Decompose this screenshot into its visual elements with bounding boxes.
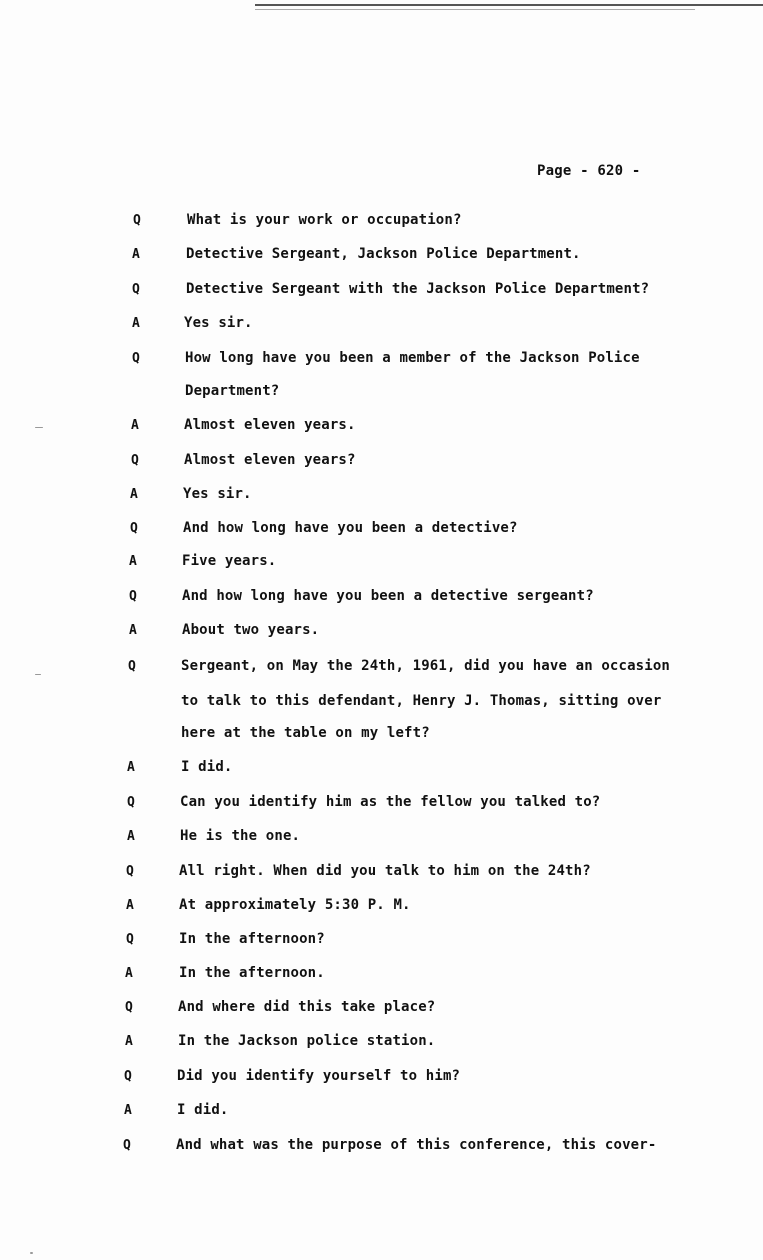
question-line: And what was the purpose of this conference, this cover- [176,1137,657,1153]
speaker-label: Q [127,795,135,810]
speaker-label: Q [132,282,140,297]
answer-line: About two years. [182,622,320,638]
scan-mark [30,1252,33,1254]
answer-line: He is the one. [180,828,301,844]
speaker-label: Q [131,453,139,468]
question-line: All right. When did you talk to him on the 24th? [179,863,591,879]
speaker-label: A [125,966,133,981]
speaker-label: A [129,554,137,569]
speaker-label: Q [124,1069,132,1084]
question-line: In the afternoon? [179,931,325,947]
answer-line: In the Jackson police station. [178,1033,436,1049]
question-line: Can you identify him as the fellow you talked to? [180,794,601,810]
answer-line: In the afternoon. [179,965,325,981]
scan-mark [35,427,43,428]
speaker-label: Q [126,864,134,879]
speaker-label: A [127,829,135,844]
speaker-label: A [131,418,139,433]
speaker-label: A [130,487,138,502]
question-line: Almost eleven years? [184,452,356,468]
answer-line: I did. [177,1102,229,1118]
speaker-label: A [127,760,135,775]
top-edge-rule [255,4,763,6]
speaker-label: Q [123,1138,131,1153]
continuation-line: Department? [185,383,280,399]
top-edge-rule-secondary [255,9,695,10]
page-number: Page - 620 - [537,163,641,179]
answer-line: At approximately 5:30 P. M. [179,897,411,913]
answer-line: Yes sir. [183,486,252,502]
speaker-label: Q [125,1000,133,1015]
speaker-label: A [126,898,134,913]
question-line: Sergeant, on May the 24th, 1961, did you have an occasion [181,658,670,674]
question-line: How long have you been a member of the Jackson Police [185,350,640,366]
speaker-label: Q [129,589,137,604]
question-line: And how long have you been a detective? [183,520,518,536]
speaker-label: A [124,1103,132,1118]
speaker-label: A [129,623,137,638]
speaker-label: A [132,316,140,331]
continuation-line: here at the table on my left? [181,725,430,741]
speaker-label: Q [128,659,136,674]
answer-line: Yes sir. [184,315,253,331]
speaker-label: A [125,1034,133,1049]
question-line: And where did this take place? [178,999,436,1015]
speaker-label: Q [133,213,141,228]
answer-line: I did. [181,759,233,775]
question-line: And how long have you been a detective sergeant? [182,588,594,604]
speaker-label: Q [126,932,134,947]
scan-mark [35,674,41,675]
question-line: Did you identify yourself to him? [177,1068,461,1084]
speaker-label: A [132,247,140,262]
speaker-label: Q [130,521,138,536]
question-line: Detective Sergeant with the Jackson Police Department? [186,281,650,297]
answer-line: Five years. [182,553,277,569]
answer-line: Detective Sergeant, Jackson Police Department. [186,246,581,262]
question-line: What is your work or occupation? [187,212,462,228]
continuation-line: to talk to this defendant, Henry J. Thomas, sitting over [181,693,662,709]
speaker-label: Q [132,351,140,366]
answer-line: Almost eleven years. [184,417,356,433]
